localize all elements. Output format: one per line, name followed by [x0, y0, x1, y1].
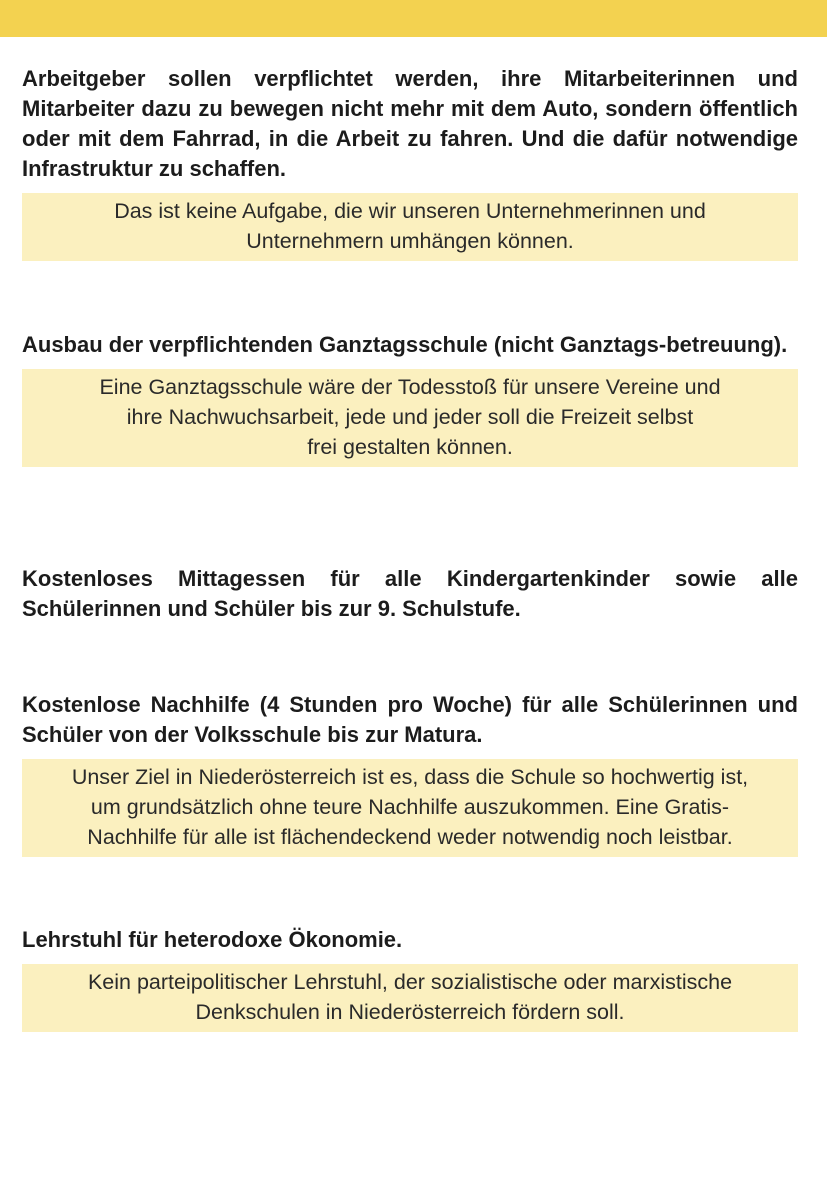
demand-block-2	[22, 330, 798, 467]
demand-text: Arbeitgeber sollen verpflichtet werden, ihre Mitarbeiterinnen und Mitarbeiter dazu zu bewegen nicht mehr mit dem Auto, sondern öffentlich oder mit dem Fahrrad, in die Arbeit zu fahren. Und die dafür notwendige Infrastruktur zu schaffen.	[22, 66, 798, 181]
response-line: Unser Ziel in Niederösterreich ist es, dass die Schule so hochwertig ist,	[71, 765, 749, 789]
demand-block-1	[22, 64, 798, 261]
response-box	[22, 193, 798, 261]
response-box	[22, 964, 798, 1032]
demand-block-4	[22, 690, 798, 857]
response-line: ihre Nachwuchsarbeit, jede und jeder soll die Freizeit selbst	[126, 405, 694, 429]
demand-text: Kostenloses Mittagessen für alle Kindergartenkinder sowie alle Schülerinnen und Schüler bis zur 9. Schulstufe.	[22, 566, 798, 621]
demand-block-5	[22, 925, 798, 1032]
top-color-bar	[0, 0, 827, 37]
response-line: Das ist keine Aufgabe, die wir unseren Unternehmerinnen und	[114, 199, 706, 223]
response-line: um grundsätzlich ohne teure Nachhilfe auszukommen. Eine Gratis-	[90, 795, 730, 819]
response-line: Eine Ganztagsschule wäre der Todesstoß für unsere Vereine und	[99, 375, 721, 399]
response-line: Denkschulen in Niederösterreich fördern soll.	[195, 1000, 625, 1024]
response-line: Unternehmern umhängen können.	[246, 229, 574, 253]
demand-text: Ausbau der verpflichtenden Ganztagsschule (nicht Ganztags-betreuung).	[22, 332, 788, 357]
response-line: Kein parteipolitischer Lehrstuhl, der sozialistische oder marxistische	[87, 970, 733, 994]
demand-text: Lehrstuhl für heterodoxe Ökonomie.	[22, 927, 403, 952]
response-box	[22, 759, 798, 857]
response-line: Nachhilfe für alle ist flächendeckend weder notwendig noch leistbar.	[87, 825, 733, 849]
response-box	[22, 369, 798, 467]
demand-block-3	[22, 564, 798, 624]
response-line: frei gestalten können.	[307, 435, 513, 459]
demand-text: Kostenlose Nachhilfe (4 Stunden pro Woche) für alle Schülerinnen und Schüler von der Volksschule bis zur Matura.	[22, 692, 798, 747]
